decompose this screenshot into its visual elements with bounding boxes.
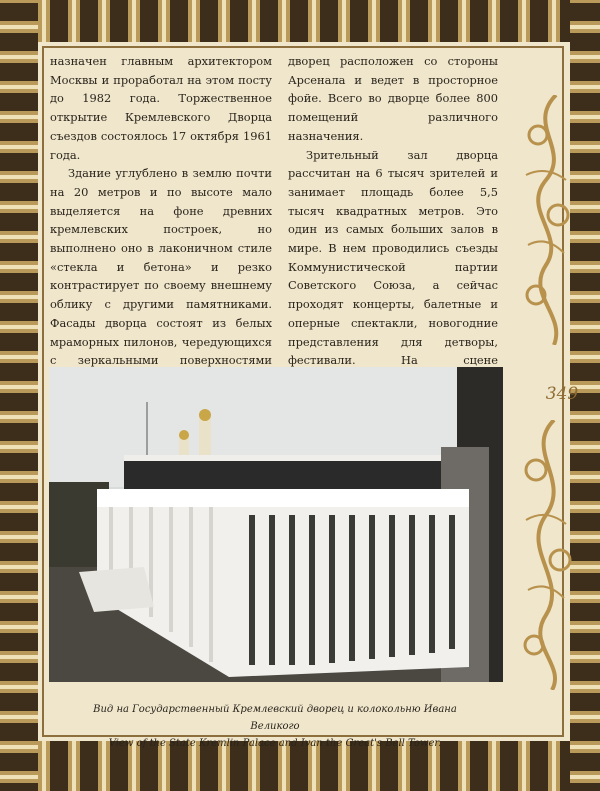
page-number: 349	[545, 384, 579, 404]
floral-scroll-ornament-top	[516, 95, 576, 345]
left-border-ornament	[0, 0, 38, 791]
photo-caption	[90, 701, 460, 752]
paragraph: Зрительный зал дворца рассчитан на 6 тысяч зрителей и занимает площадь более 5,5 тысяч квадратных метров. Это один из самых больших залов в мире. В нем проводились съезды Коммунистической партии Советского Союза, а сейчас проходят концерты, балетные и оперные спектакли, новогодние представления для детворы, фестивали. На сцене	[288, 147, 498, 368]
paragraph: дворец расположен со стороны Арсенала и ведет в просторное фойе. Всего во дворце более 800 помещений различного назначения.	[288, 54, 498, 143]
paragraph: назначен главным архитектором Москвы и проработал на этом посту до 1982 года. Торжественное открытие Кремлевского Дворца съездов состоялось 17 октября 1961 года.	[50, 54, 272, 162]
top-border-ornament	[0, 0, 600, 42]
kremlin-palace-photo	[49, 367, 503, 682]
paragraph: Здание углублено в землю почти на 20 метров и по высоте мало выделяется на фоне древних кремлевских построек, но выполнено оно в лаконичном стиле «стекла и бетона» и резко контрастирует по своему внешнему облику с другими памятниками. Фасады дворца состоят из белых мраморных пилонов, чередующихся с зеркальными поверхностями	[50, 166, 272, 368]
floral-scroll-ornament-bottom	[516, 420, 576, 690]
caption-russian: Вид на Государственный Кремлевский дворец и колокольню Ивана Великого	[93, 704, 457, 732]
caption-english: View of the State Kremlin Palace and Ivan the Great's Bell Tower.	[108, 738, 442, 749]
